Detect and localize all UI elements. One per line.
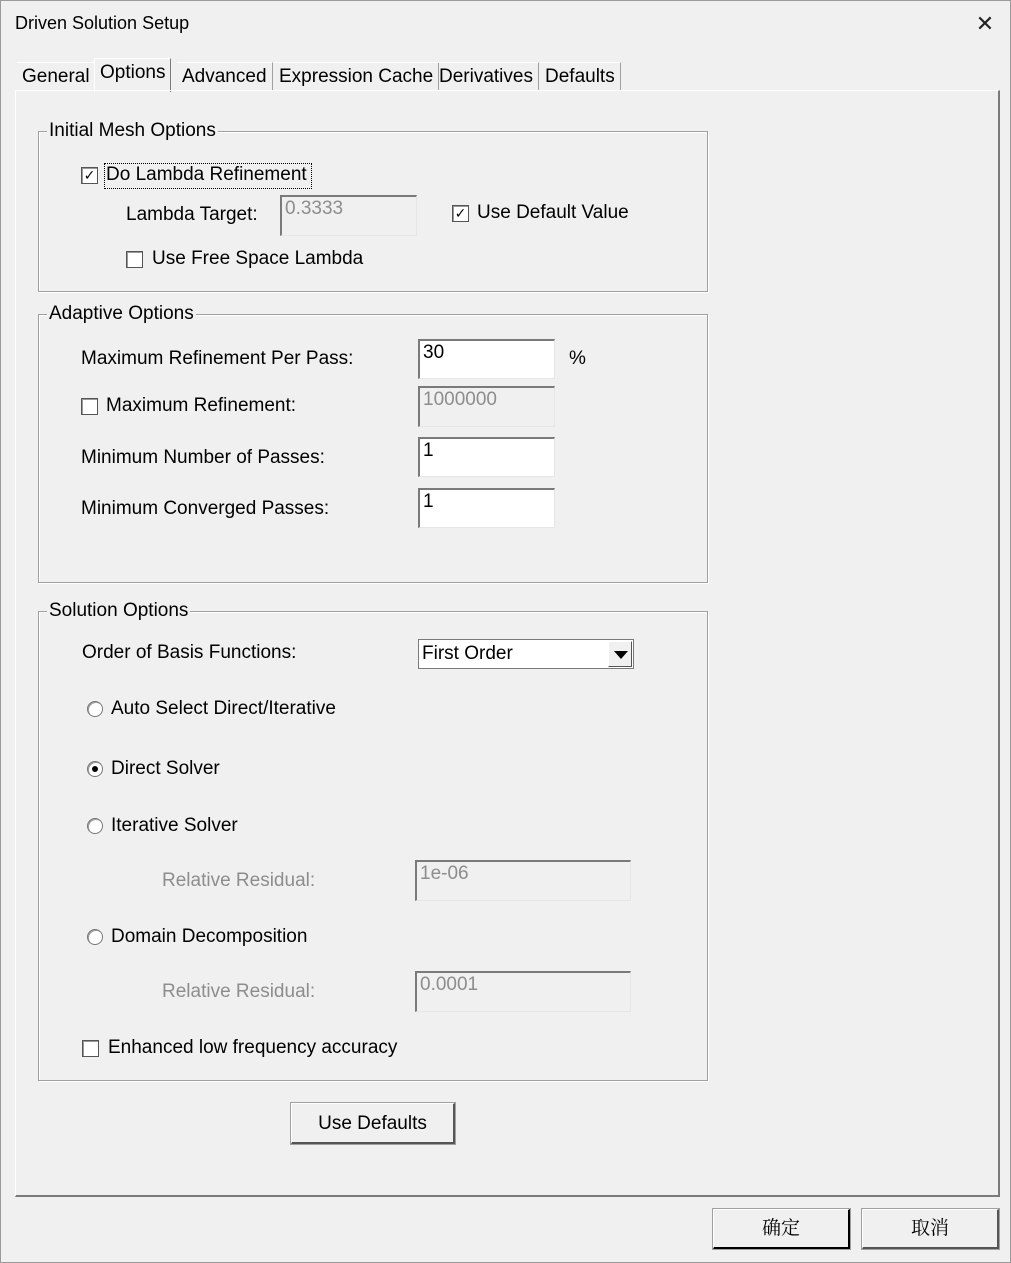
min-converged-label: Minimum Converged Passes:: [81, 498, 330, 519]
direct-solver-label[interactable]: Direct Solver: [111, 758, 220, 779]
basis-select-value: First Order: [422, 643, 513, 664]
max-ref-input[interactable]: 1000000: [418, 386, 555, 427]
iter-residual-label: Relative Residual:: [162, 870, 316, 891]
max-ref-per-pass-label: Maximum Refinement Per Pass:: [81, 348, 354, 369]
tab-general[interactable]: General: [17, 62, 96, 91]
cancel-button[interactable]: 取消: [862, 1209, 999, 1249]
tab-advanced[interactable]: Advanced: [177, 62, 273, 91]
auto-select-label[interactable]: Auto Select Direct/Iterative: [111, 698, 336, 719]
tab-options[interactable]: Options: [94, 58, 171, 92]
basis-label: Order of Basis Functions:: [82, 642, 297, 663]
domain-decomp-label[interactable]: Domain Decomposition: [111, 926, 308, 947]
max-ref-checkbox[interactable]: [81, 398, 98, 415]
min-converged-input[interactable]: 1: [418, 488, 555, 528]
iterative-solver-radio[interactable]: [87, 818, 103, 834]
free-space-label[interactable]: Use Free Space Lambda: [152, 248, 364, 269]
use-default-checkbox[interactable]: ✓: [452, 205, 469, 222]
tab-derivatives[interactable]: Derivatives: [434, 62, 539, 91]
max-ref-label[interactable]: Maximum Refinement:: [106, 395, 297, 416]
low-freq-checkbox[interactable]: [82, 1040, 99, 1057]
basis-select[interactable]: [418, 639, 634, 669]
max-ref-per-pass-input[interactable]: 30: [418, 339, 555, 379]
percent-label: %: [569, 348, 586, 369]
domain-decomp-radio[interactable]: [87, 929, 103, 945]
tab-expression-cache[interactable]: Expression Cache: [274, 62, 439, 91]
do-lambda-checkbox[interactable]: ✓: [81, 167, 98, 184]
initial-mesh-title: Initial Mesh Options: [49, 120, 216, 141]
solution-title: Solution Options: [49, 600, 189, 621]
min-passes-input[interactable]: 1: [418, 437, 555, 477]
low-freq-label[interactable]: Enhanced low frequency accuracy: [108, 1037, 398, 1058]
auto-select-radio[interactable]: [87, 701, 103, 717]
do-lambda-label[interactable]: Do Lambda Refinement: [106, 164, 307, 185]
use-defaults-button[interactable]: Use Defaults: [291, 1103, 455, 1144]
use-default-label[interactable]: Use Default Value: [477, 202, 629, 223]
domain-residual-input[interactable]: 0.0001: [415, 971, 631, 1012]
iter-residual-input[interactable]: 1e-06: [415, 860, 631, 901]
title-bar: [1, 1, 1010, 47]
iterative-solver-label[interactable]: Iterative Solver: [111, 815, 238, 836]
lambda-target-label: Lambda Target:: [126, 204, 258, 225]
direct-solver-radio[interactable]: [87, 761, 103, 777]
lambda-target-input[interactable]: 0.3333: [280, 195, 417, 236]
close-icon[interactable]: ✕: [975, 11, 995, 36]
chevron-down-icon[interactable]: [608, 641, 632, 667]
min-passes-label: Minimum Number of Passes:: [81, 447, 325, 468]
radio-selected-dot: [92, 766, 98, 772]
adaptive-title: Adaptive Options: [49, 303, 194, 324]
ok-button[interactable]: 确定: [713, 1209, 850, 1249]
window-title: Driven Solution Setup: [15, 13, 190, 33]
free-space-checkbox[interactable]: [126, 251, 143, 268]
domain-residual-label: Relative Residual:: [162, 981, 316, 1002]
tab-defaults[interactable]: Defaults: [540, 62, 621, 91]
